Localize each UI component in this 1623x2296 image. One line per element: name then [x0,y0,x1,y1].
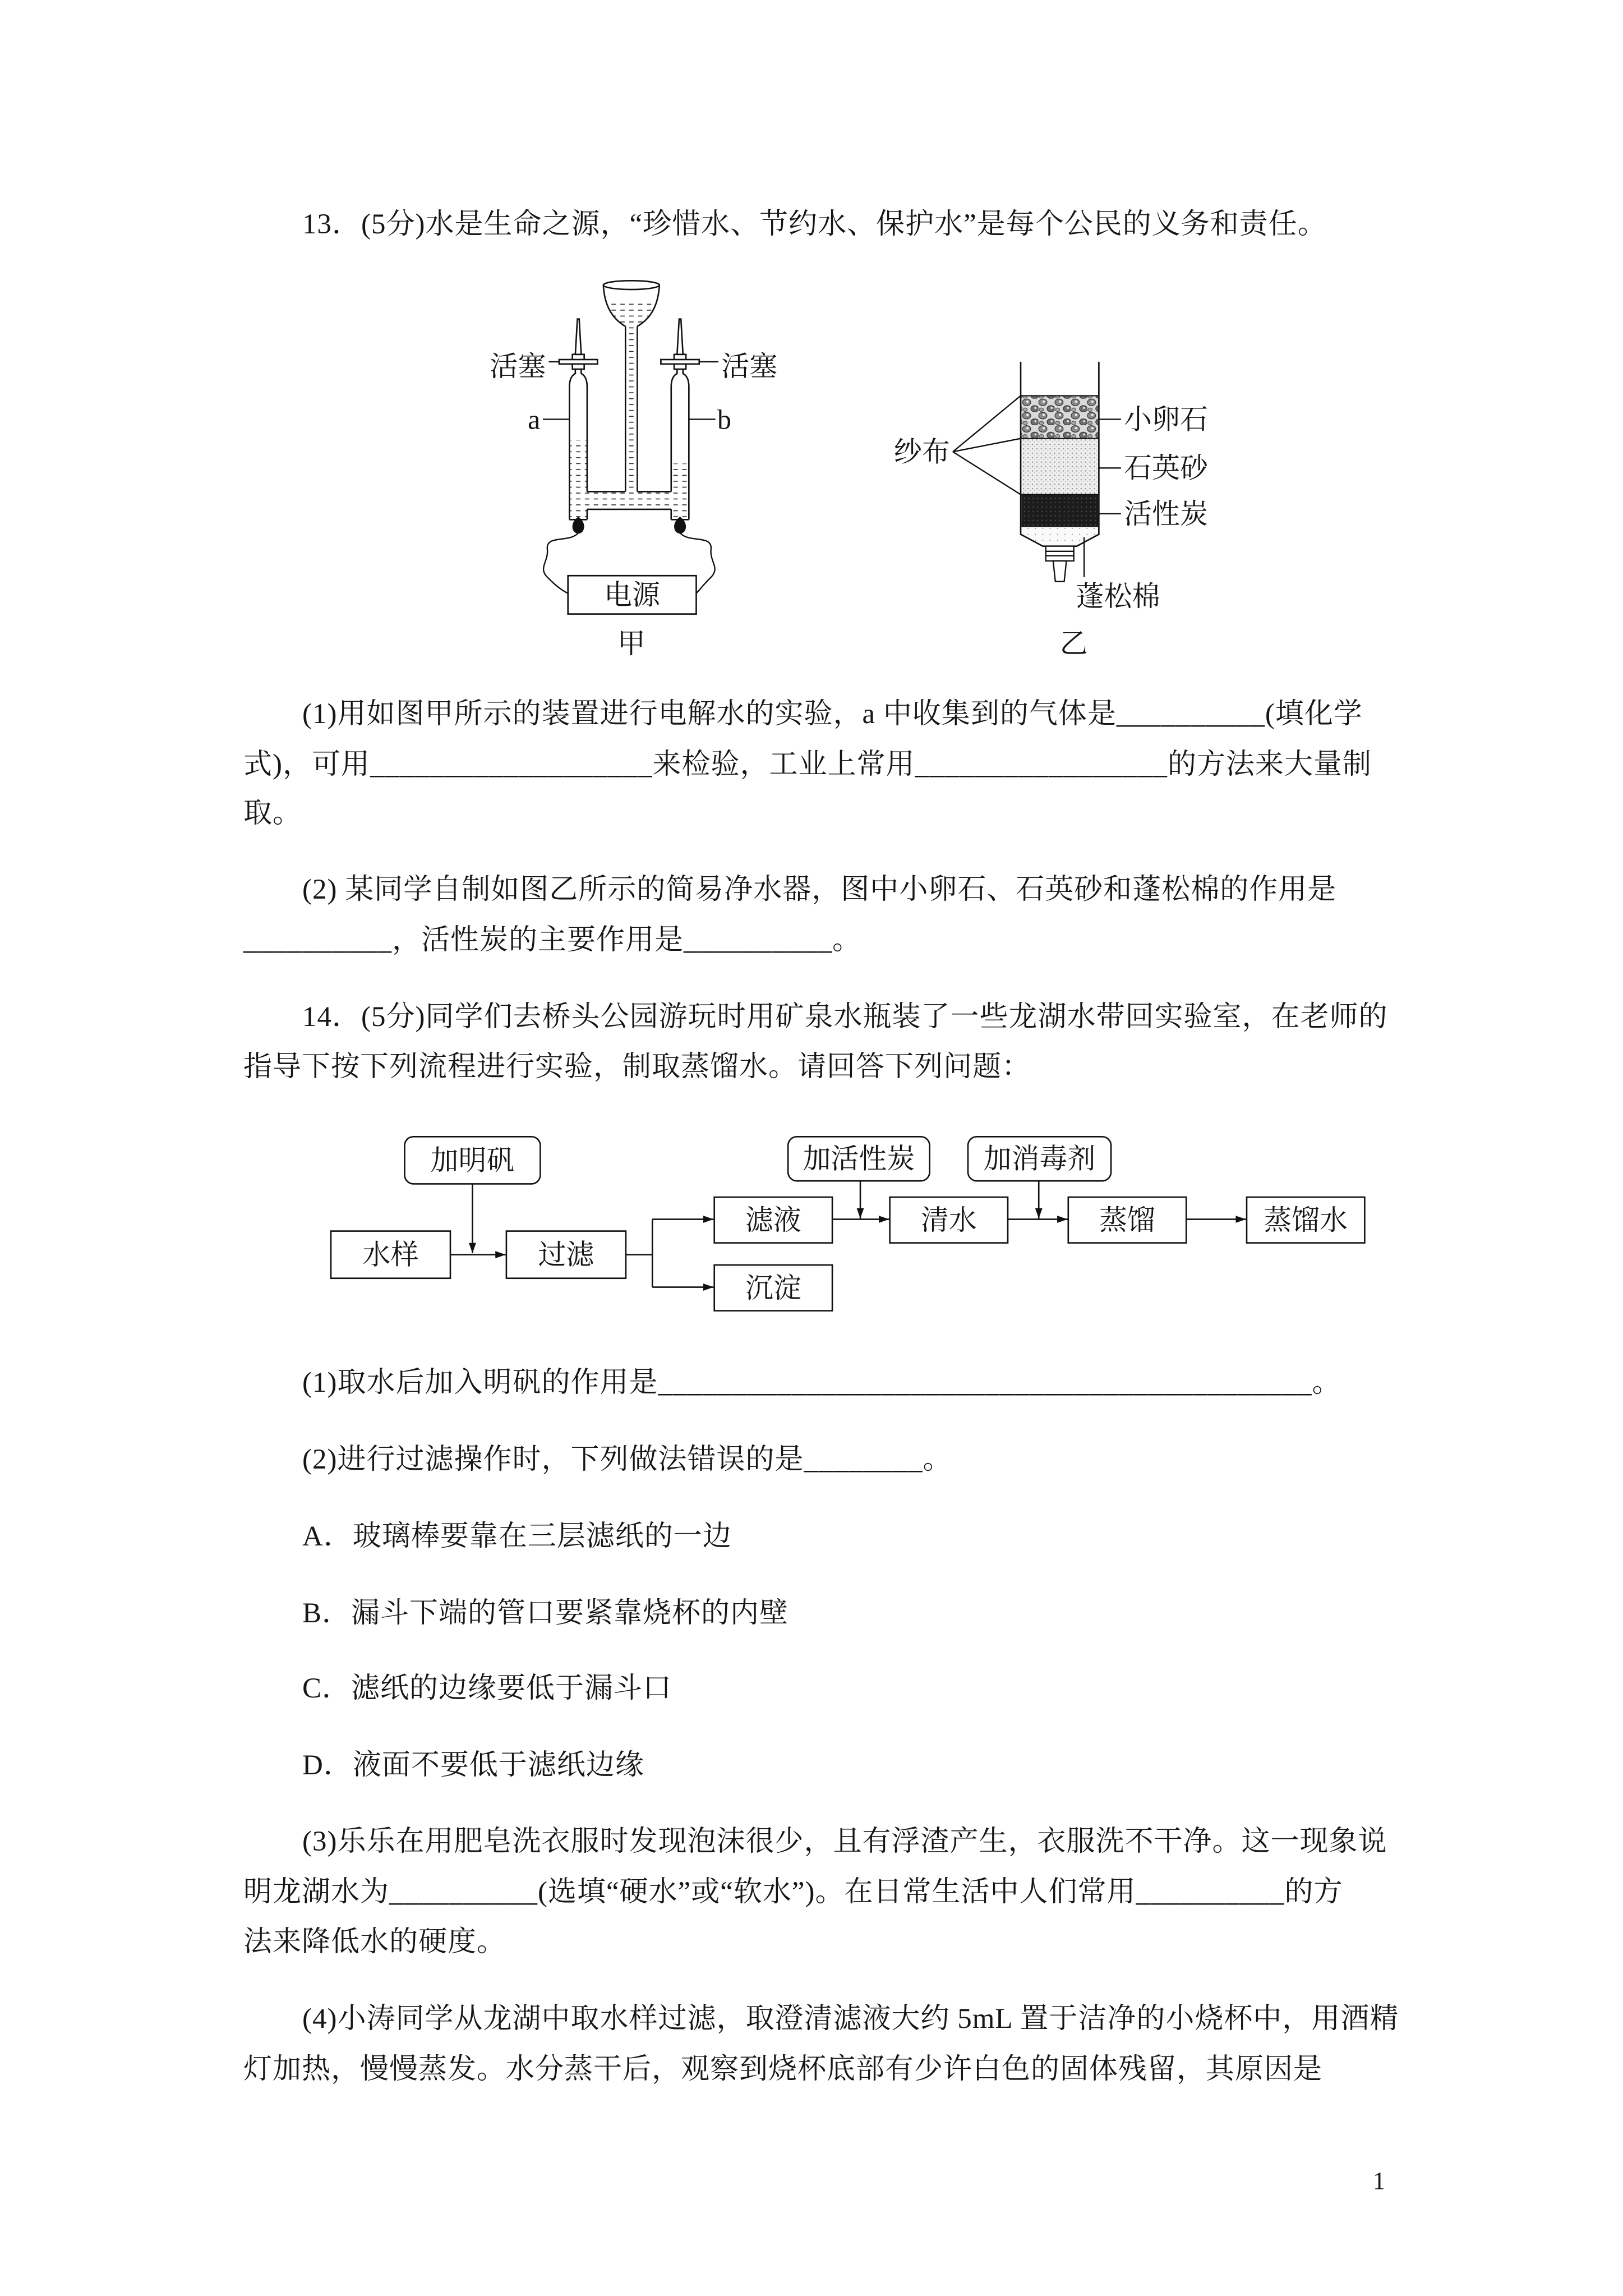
q14-stem-line-2: 指导下按下列流程进行实验，制取蒸馏水。请回答下列问题： [243,1051,1031,1083]
outlet-stopper [1046,546,1074,582]
flow-label-add-alum: 加明矾 [430,1144,515,1176]
stopcock-left [559,319,597,369]
reservoir-rim [603,280,660,289]
q13-part1-line-2: 式)，可用___________________来检验，工业上常用_________________的方法来大量制 [243,749,1372,780]
q14-part2: (2)进行过滤操作时，下列做法错误的是________。 [302,1444,952,1475]
figure-yi-caption: 乙 [1059,628,1088,660]
flow-node-distillation [1068,1197,1186,1243]
flow-label-filtrate: 滤液 [745,1204,801,1236]
flow-node-water-sample [331,1231,450,1278]
activated-carbon-layer [1021,495,1098,527]
flow-node-add-activated-carbon [788,1137,929,1181]
page-number: 1 [1373,2167,1385,2194]
gauze-label: 纱布 [893,436,950,468]
q14-part1: (1)取水后加入明矾的作用是____________________________________________。 [302,1367,1341,1398]
flow-node-filtration [506,1231,626,1278]
pebbles-layer [1021,395,1098,438]
q14-option-b: B．漏斗下端的管口要紧靠烧杯的内壁 [302,1598,789,1629]
cotton-label: 蓬松棉 [1076,581,1160,613]
stopcock-left-label: 活塞 [490,350,546,382]
q13-stem: 13．(5分)水是生命之源，“珍惜水、节约水、保护水”是每个公民的义务和责任。 [302,209,1327,240]
q14-part4-line-1: (4)小涛同学从龙湖中取水样过滤，取澄清滤液大约 5mL 置于洁净的小烧杯中，用酒精 [302,2003,1399,2035]
flow-label-add-activated-carbon: 加活性炭 [803,1143,915,1175]
q14-option-a: A．玻璃棒要靠在三层滤纸的一边 [302,1521,732,1552]
flow-label-clear-water: 清水 [920,1204,977,1236]
quartz-sand-layer [1021,439,1098,495]
flow-label-precipitate: 沉淀 [745,1272,801,1304]
q14-option-d: D．液面不要低于滤纸边缘 [302,1750,644,1781]
figure-jia-caption: 甲 [617,628,645,660]
q13-part2-line-2: __________，活性炭的主要作用是__________。 [243,924,862,956]
activated-carbon-label: 活性炭 [1124,498,1208,530]
q13-part1-line-3: 取。 [243,798,302,829]
flow-label-add-disinfectant: 加消毒剂 [983,1143,1096,1175]
flow-label-distilled-water: 蒸馏水 [1264,1204,1348,1236]
q14-flowchart [317,1122,1380,1321]
quartz-sand-label: 石英砂 [1124,452,1208,484]
flow-node-add-disinfectant [968,1137,1111,1181]
tube-b-label: b [717,403,731,435]
q14-part3-line-2: 明龙湖水为__________(选填“硬水”或“软水”)。在日常生活中人们常用__________的方 [243,1876,1343,1908]
q13-part2-line-1: (2) 某同学自制如图乙所示的简易净水器，图中小卵石、石英砂和蓬松棉的作用是 [302,874,1337,905]
stopcock-right [661,319,699,369]
flow-node-clear-water [890,1197,1008,1243]
power-supply-label: 电源 [604,579,661,611]
flow-node-precipitate [714,1265,832,1311]
flow-node-distilled-water [1247,1197,1364,1243]
flow-label-filtration: 过滤 [538,1239,594,1271]
electrolysis-apparatus [490,280,777,659]
q14-option-c: C．滤纸的边缘要低于漏斗口 [302,1673,672,1704]
cotton-layer [1021,527,1098,545]
q14-part3-line-3: 法来降低水的硬度。 [243,1926,506,1958]
q13-part1-line-1: (1)用如图甲所示的装置进行电解水的实验，a 中收集到的气体是__________(填化学 [302,698,1363,730]
tube-a-label: a [528,403,541,435]
q14-stem-line-1: 14．(5分)同学们去桥头公园游玩时用矿泉水瓶装了一些龙湖水带回实验室，在老师的 [302,1001,1388,1033]
flow-node-filtrate [714,1197,832,1243]
power-supply [568,576,697,614]
stopcock-right-label: 活塞 [721,350,778,382]
flow-label-water-sample: 水样 [362,1239,419,1271]
flow-node-add-alum [404,1137,540,1184]
q13-figures [442,266,1269,664]
q14-part3-line-1: (3)乐乐在用肥皂洗衣服时发现泡沫很少，且有浮渣产生，衣服洗不干净。这一现象说 [302,1826,1387,1857]
pebbles-label: 小卵石 [1124,403,1208,435]
flow-label-distillation: 蒸馏 [1099,1204,1155,1236]
q14-part4-line-2: 灯加热，慢慢蒸发。水分蒸干后，观察到烧杯底部有少许白色的固体残留，其原因是 [243,2054,1323,2085]
water-purifier [894,362,1209,659]
